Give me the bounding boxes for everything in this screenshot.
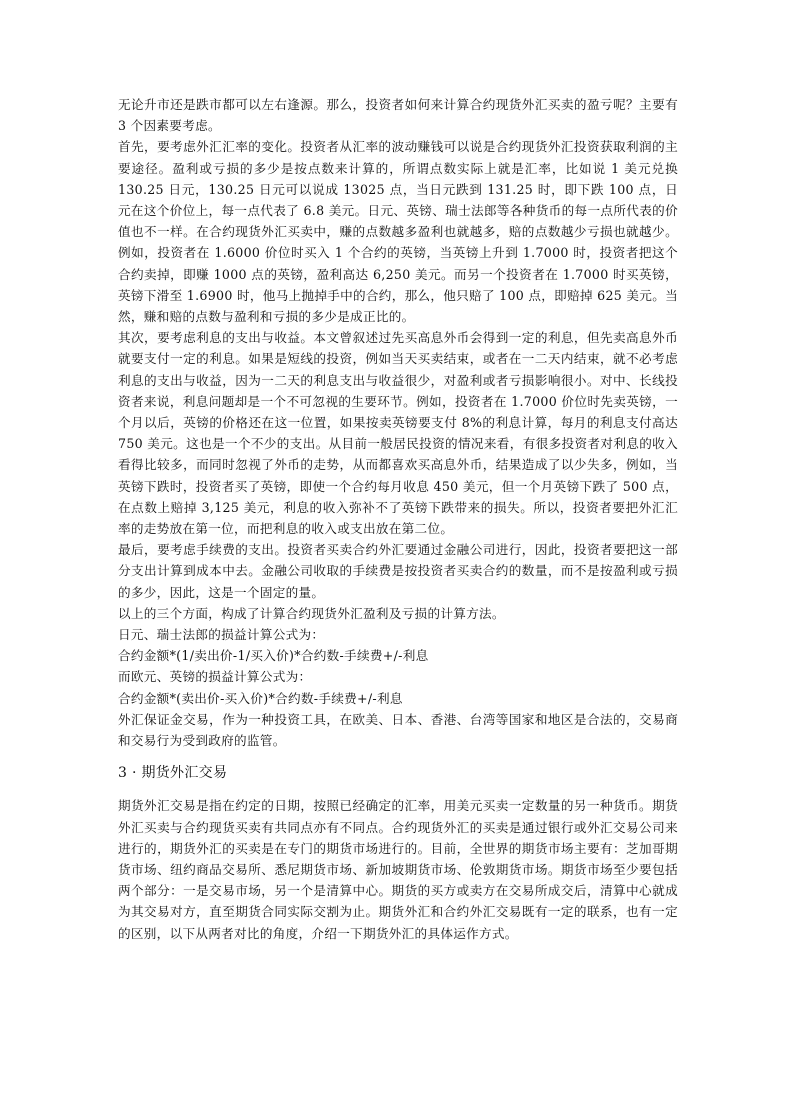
paragraph-summary: 以上的三个方面，构成了计算合约现货外汇盈利及亏损的计算方法。 [118,605,505,621]
document-page [118,94,678,944]
paragraph-eur-gbp-label: 而欧元、英镑的损益计算公式为： [118,669,312,685]
paragraph-commission: 最后，要考虑手续费的支出。投资者买卖合约外汇要通过金融公司进行，因此，投资者要把这一部分支出计算到成本中去。金融公司收取的手续费是按投资者买卖合约的数量，而不是按盈利或亏损的多少，因此，这是一个固定的量。 [118,542,678,600]
paragraph-yen-chf-label: 日元、瑞士法郎的损益计算公式为： [118,627,325,643]
paragraph-interest: 其次，要考虑利息的支出与收益。本文曾叙述过先买高息外币会得到一定的利息，但先卖高息外币就要支付一定的利息。如果是短线的投资，例如当天买卖结束，或者在一二天内结束，就不必考虑利息的支出与收益，因为一二天的利息支出与收益很少，对盈利或者亏损影响很小。对中、长线投资者来说，利息问题却是一个不可忽视的生要环节。例如，投资者在 1.7000 价位时先卖英镑，一个月以后，英镑的价格还在这一位置，如果按卖英镑要支付 8%的利息计算，每月的利息支付高达 750 美元。这也是一个不少的支出。从目前一般居民投资的情况来看，有很多投资者对利息的收入看得比较多，而同时忽视了外币的走势，从而都喜欢买高息外币，结果造成了以少失多，例如，当英镑下跌时，投资者买了英镑，即使一个合约每月收息 450 美元，但一个月英镑下跌了 500 点，在点数上赔掉 3,125 美元，利息的收入弥补不了英镑下跌带来的损失。所以，投资者要把外汇汇率的走势放在第一位，而把利息的收入或支出放在第二位。 [118,330,678,537]
formula-yen-chf: 合约金额*(1/卖出价-1/买入价)*合约数-手续费+/-利息 [118,648,429,664]
paragraph-futures: 期货外汇交易是指在约定的日期，按照已经确定的汇率，用美元买卖一定数量的另一种货币。期货外汇买卖与合约现货买卖有共同点亦有不同点。合约现货外汇的买卖是通过银行或外汇交易公司来进行的，期货外汇的买卖是在专门的期货市场进行的。目前，全世界的期货市场主要有：芝加哥期货市场、纽约商品交易所、悉尼期货市场、新加坡期货市场、伦敦期货市场。期货市场至少要包括两个部分：一是交易市场，另一个是清算中心。期货的买方或卖方在交易所成交后，清算中心就成为其交易对方，直至期货合同实际交割为止。期货外汇和合约外汇交易既有一定的联系，也有一定的区别，以下从两者对比的角度，介绍一下期货外汇的具体运作方式。 [118,798,678,941]
paragraph-margin-trading: 外汇保证金交易，作为一种投资工具，在欧美、日本、香港、台湾等国家和地区是合法的，交易商和交易行为受到政府的监管。 [118,711,678,749]
paragraph-intro: 无论升市还是跌市都可以左右逢源。那么，投资者如何来计算合约现货外汇买卖的盈亏呢？主要有 3 个因素要考虑。 [118,97,678,134]
section-heading: 3 · 期货外汇交易 [118,765,228,782]
formula-eur-gbp: 合约金额*(卖出价-买入价)*合约数-手续费+/-利息 [118,690,403,706]
paragraph-exchange-rate: 首先，要考虑外汇汇率的变化。投资者从汇率的波动赚钱可以说是合约现货外汇投资获取利润的主要途径。盈利或亏损的多少是按点数来计算的，所谓点数实际上就是汇率，比如说 1 美元兑换 130.25 日元，130.25 日元可以说成 13025 点，当日元跌到 131.25 时，即下跌 100 点，日元在这个价位上，每一点代表了 6.8 美元。日元、英镑、瑞士法郎等各种货币的每一点所代表的价值也不一样。在合约现货外汇买卖中，赚的点数越多盈利也就越多，赔的点数越少亏损也就越少。例如，投资者在 1.6000 价位时买入 1 个合约的英镑，当英镑上升到 1.7000 时，投资者把这个合约卖掉，即赚 1000 点的英镑，盈利高达 6,250 美元。而另一个投资者在 1.7000 时买英镑，英镑下滑至 1.6900 时，他马上抛掉手中的合约，那么，他只赔了 100 点，即赔掉 625 美元。当然，赚和赔的点数与盈利和亏损的多少是成正比的。 [118,139,678,325]
